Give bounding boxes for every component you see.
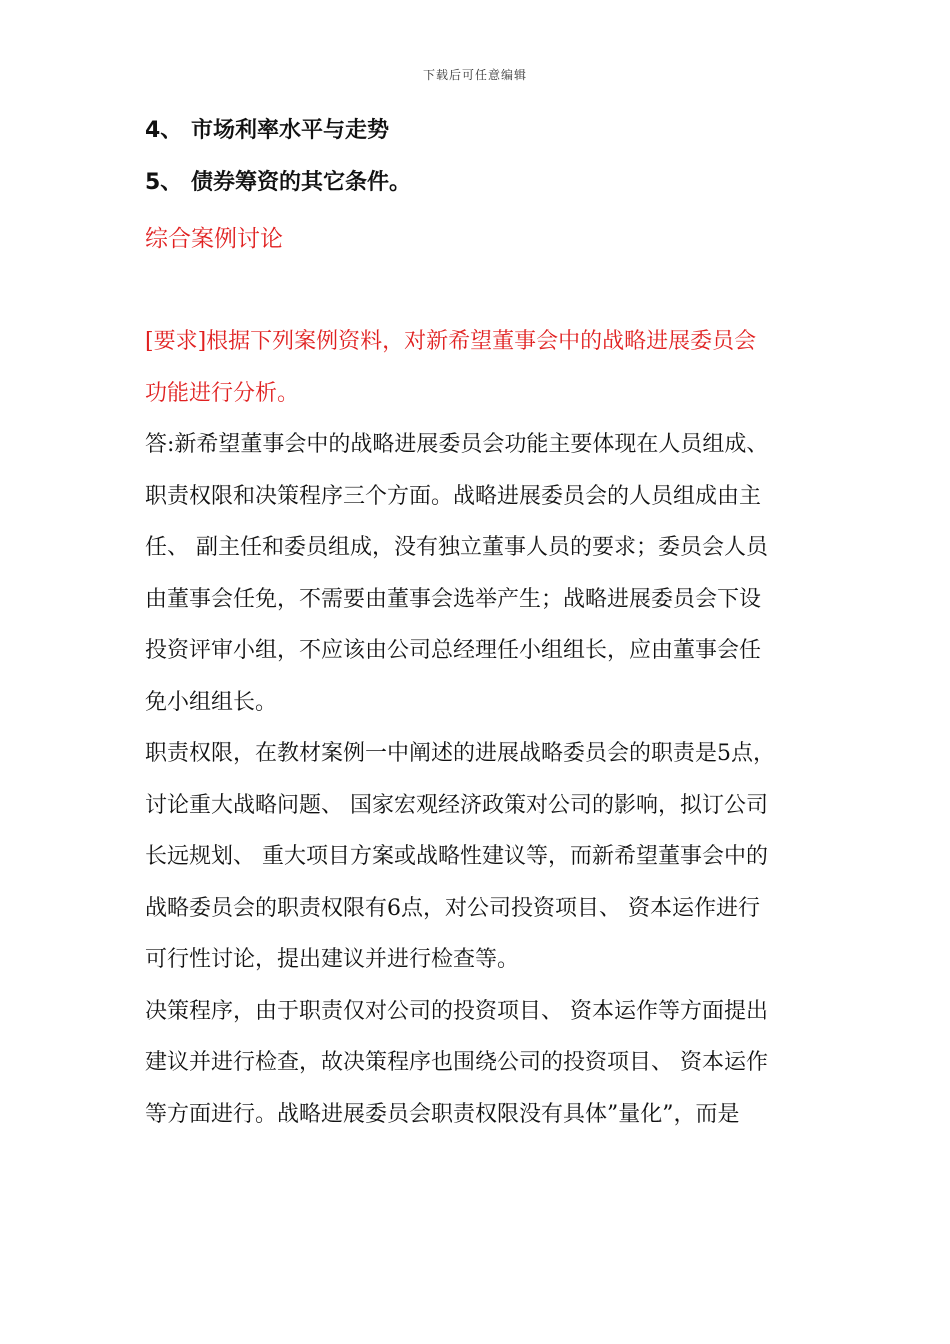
- paragraph-line: 建议并进行检查，故决策程序也围绕公司的投资项目、 资本运作: [145, 1050, 768, 1075]
- document-body: [145, 116, 810, 1140]
- paragraph-line: 决策程序，由于职责仅对公司的投资项目、 资本运作等方面提出: [145, 998, 768, 1024]
- paragraph-line: 长远规划、 重大项目方案或战略性建议等，而新希望董事会中的: [145, 844, 768, 869]
- paragraph-line: 战略委员会的职责权限有6点，对公司投资项目、 资本运作进行: [145, 895, 760, 921]
- list-item-text: 债券筹资的其它条件。: [191, 170, 412, 195]
- answer-paragraph-duties: [145, 728, 810, 986]
- list-item-number: 5、: [145, 170, 183, 195]
- list-item: [145, 116, 810, 146]
- paragraph-line: 职责权限，在教材案例一中阐述的进展战略委员会的职责是5点，: [145, 741, 775, 766]
- paragraph-line: 等方面进行。战略进展委员会职责权限没有具体”量化”，而是: [145, 1101, 740, 1127]
- paragraph-line: 讨论重大战略问题、 国家宏观经济政策对公司的影响，拟订公司: [145, 792, 768, 818]
- paragraph-line: 投资评审小组，不应该由公司总经理任小组组长，应由董事会任: [145, 638, 762, 663]
- paragraph-line: 职责权限和决策程序三个方面。战略进展委员会的人员组成由主: [145, 483, 762, 509]
- paragraph-line: 可行性讨论，提出建议并进行检查等。: [145, 947, 520, 972]
- paragraph-line: 由董事会任免，不需要由董事会选举产生；战略进展委员会下设: [145, 586, 762, 612]
- list-item-number: 4、: [145, 118, 183, 143]
- page-header: 下载后可任意编辑: [422, 68, 527, 82]
- list-item-text: 市场利率水平与走势: [191, 118, 390, 143]
- paragraph-line: 答:新希望董事会中的战略进展委员会功能主要体现在人员组成、: [145, 432, 769, 457]
- requirement-line: 功能进行分析。: [145, 380, 300, 406]
- paragraph-line: 任、 副主任和委员组成，没有独立董事人员的要求；委员会人员: [145, 535, 768, 560]
- requirement-line: [要求]根据下列案例资料，对新希望董事会中的战略进展委员会: [145, 329, 757, 354]
- answer-paragraph-composition: [145, 419, 810, 728]
- requirement-text: [145, 316, 810, 419]
- section-title: 综合案例讨论: [145, 226, 283, 252]
- list-item: [145, 168, 810, 198]
- paragraph-line: 免小组组长。: [145, 689, 278, 715]
- answer-paragraph-procedure: [145, 986, 810, 1141]
